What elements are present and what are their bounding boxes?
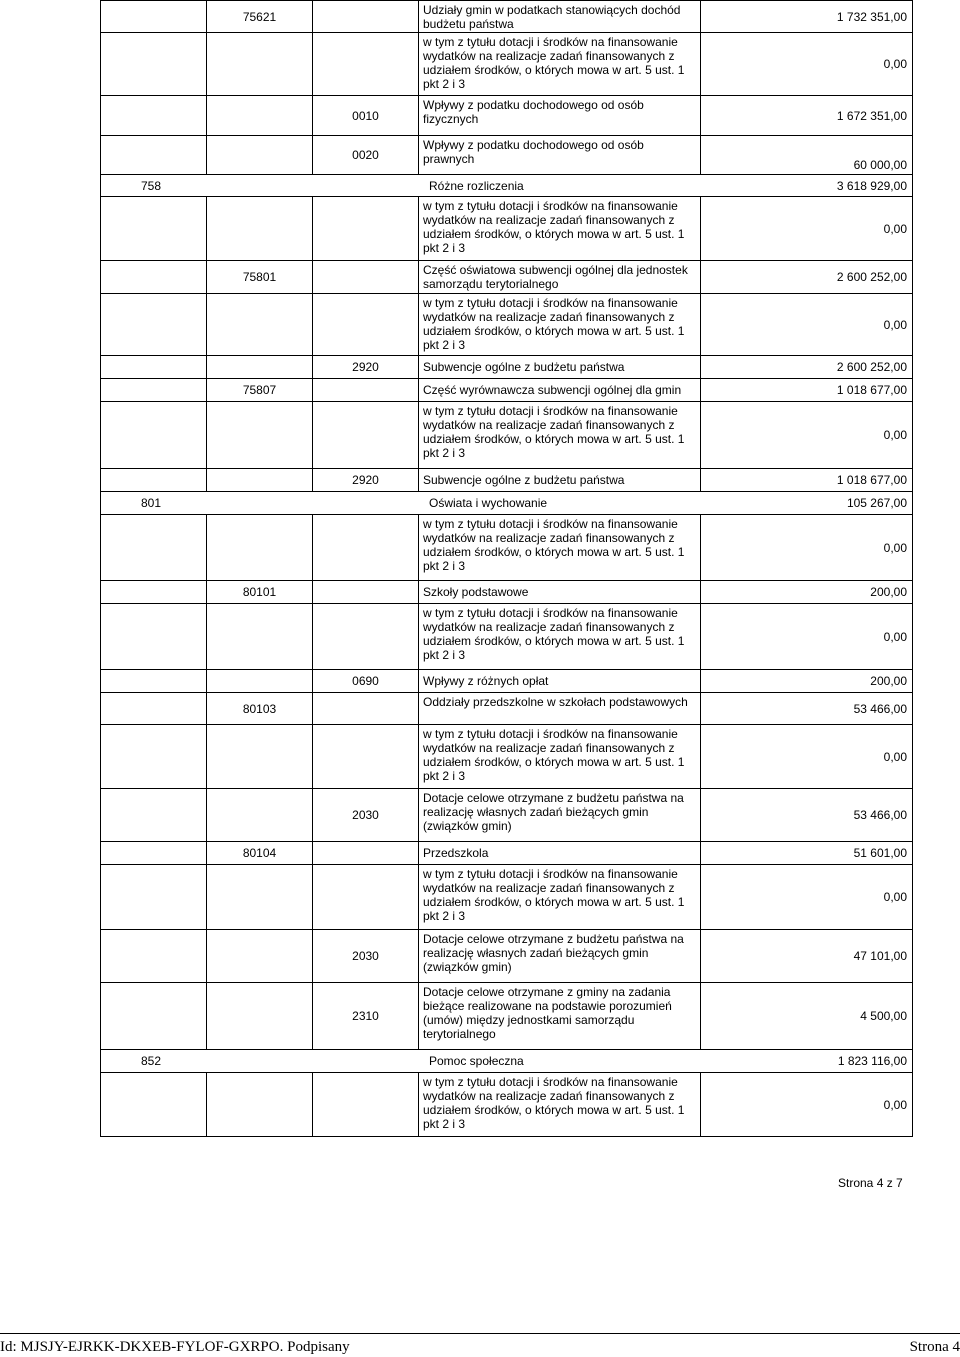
table-row [101, 693, 913, 725]
paragraf-cell: 2030 [313, 789, 419, 841]
name-cell: w tym z tytułu dotacji i środków na finansowanie wydatków na realizacje zadań finansowanych z udziałem środków, o których mowa w art. 5 ust. 1 pkt 2 i 3 [419, 725, 701, 788]
paragraf-cell [313, 865, 419, 929]
amount-cell: 51 601,00 [701, 842, 913, 864]
amount-cell: 0,00 [701, 1073, 913, 1136]
name-cell: w tym z tytułu dotacji i środków na finansowanie wydatków na realizacje zadań finansowanych z udziałem środków, o których mowa w art. 5 ust. 1 pkt 2 i 3 [419, 33, 701, 95]
table-row [101, 670, 913, 693]
name-cell: w tym z tytułu dotacji i środków na finansowanie wydatków na realizacje zadań finansowanych z udziałem środków, o których mowa w art. 5 ust. 1 pkt 2 i 3 [419, 865, 701, 929]
paragraf-cell [313, 402, 419, 468]
paragraf-cell: 0020 [313, 136, 419, 174]
paragraf-cell [313, 379, 419, 401]
table-row [101, 789, 913, 842]
table-row [101, 469, 913, 492]
dzial-cell [101, 469, 207, 491]
dzial-cell [101, 1, 207, 32]
name-cell: Udziały gmin w podatkach stanowiących dochód budżetu państwa [419, 1, 701, 32]
rozdzial-cell [207, 356, 313, 378]
table-row [101, 983, 913, 1050]
dzial-cell [101, 789, 207, 841]
table-row [101, 175, 913, 197]
amount-cell: 1 018 677,00 [701, 469, 913, 491]
name-cell: Szkoły podstawowe [419, 581, 701, 603]
budget-table [100, 0, 913, 1137]
amount-cell: 47 101,00 [701, 930, 913, 982]
table-row [101, 1073, 913, 1137]
dzial-cell [101, 670, 207, 692]
dzial-cell [101, 402, 207, 468]
table-row [101, 725, 913, 789]
dzial-cell [101, 930, 207, 982]
paragraf-cell: 2920 [313, 356, 419, 378]
amount-cell: 2 600 252,00 [701, 356, 913, 378]
paragraf-cell [313, 1050, 425, 1072]
rozdzial-cell [207, 492, 313, 514]
dzial-cell [101, 33, 207, 95]
table-row [101, 492, 913, 515]
dzial-cell: 801 [141, 496, 162, 510]
paragraf-cell [313, 725, 419, 788]
amount-cell: 0,00 [701, 197, 913, 260]
paragraf-cell [313, 581, 419, 603]
name-cell: Część wyrównawcza subwencji ogólnej dla gmin [419, 379, 701, 401]
rozdzial-cell [207, 983, 313, 1049]
paragraf-cell [313, 33, 419, 95]
dzial-cell [101, 725, 207, 788]
rozdzial-cell [207, 930, 313, 982]
table-row [101, 581, 913, 604]
dzial-cell [101, 96, 207, 135]
rozdzial-cell [207, 469, 313, 491]
table-row [101, 1, 913, 33]
name-cell: w tym z tytułu dotacji i środków na finansowanie wydatków na realizacje zadań finansowanych z udziałem środków, o których mowa w art. 5 ust. 1 pkt 2 i 3 [419, 402, 701, 468]
dzial-cell [101, 604, 207, 669]
paragraf-cell: 2310 [313, 983, 419, 1049]
rozdzial-cell [207, 670, 313, 692]
dzial-cell [101, 197, 207, 260]
paragraf-cell: 2920 [313, 469, 419, 491]
amount-cell: 0,00 [701, 402, 913, 468]
name-cell: w tym z tytułu dotacji i środków na finansowanie wydatków na realizacje zadań finansowanych z udziałem środków, o których mowa w art. 5 ust. 1 pkt 2 i 3 [419, 1073, 701, 1136]
amount-cell: 200,00 [701, 581, 913, 603]
amount-cell: 60 000,00 [701, 136, 913, 174]
table-row [101, 136, 913, 175]
page-number: Strona 4 z 7 [838, 1176, 903, 1190]
amount-cell: 0,00 [701, 294, 913, 355]
amount-cell: 1 823 116,00 [701, 1050, 913, 1072]
amount-cell: 0,00 [701, 33, 913, 95]
table-row [101, 842, 913, 865]
rozdzial-cell [207, 865, 313, 929]
dzial-cell [101, 136, 207, 174]
rozdzial-cell [207, 197, 313, 260]
paragraf-cell [313, 492, 425, 514]
rozdzial-cell [207, 604, 313, 669]
table-row [101, 379, 913, 402]
name-cell: Oddziały przedszkolne w szkołach podstawowych [419, 693, 701, 724]
name-cell: Subwencje ogólne z budżetu państwa [419, 469, 701, 491]
table-row [101, 515, 913, 581]
paragraf-cell [313, 604, 419, 669]
name-cell: Dotacje celowe otrzymane z gminy na zadania bieżące realizowane na podstawie porozumień (umów) między jednostkami samorządu terytorialnego [419, 983, 701, 1049]
table-row [101, 294, 913, 356]
paragraf-cell: 0010 [313, 96, 419, 135]
dzial-cell [101, 1073, 207, 1136]
dzial-cell [101, 581, 207, 603]
table-row [101, 865, 913, 930]
rozdzial-cell [207, 1050, 313, 1072]
name-cell: Dotacje celowe otrzymane z budżetu państwa na realizację własnych zadań bieżących gmin (związków gmin) [419, 789, 701, 841]
table-row [101, 96, 913, 136]
paragraf-cell [313, 294, 419, 355]
paragraf-cell [313, 1073, 419, 1136]
amount-cell: 0,00 [701, 604, 913, 669]
paragraf-cell [313, 693, 419, 724]
rozdzial-cell: 75621 [207, 1, 313, 32]
amount-cell: 53 466,00 [701, 789, 913, 841]
amount-cell: 3 618 929,00 [701, 175, 913, 196]
name-cell: Część oświatowa subwencji ogólnej dla jednostek samorządu terytorialnego [419, 261, 701, 293]
dzial-cell [101, 294, 207, 355]
name-cell: w tym z tytułu dotacji i środków na finansowanie wydatków na realizacje zadań finansowanych z udziałem środków, o których mowa w art. 5 ust. 1 pkt 2 i 3 [419, 604, 701, 669]
dzial-cell [101, 356, 207, 378]
name-cell: w tym z tytułu dotacji i środków na finansowanie wydatków na realizacje zadań finansowanych z udziałem środków, o których mowa w art. 5 ust. 1 pkt 2 i 3 [419, 294, 701, 355]
name-cell: Różne rozliczenia [429, 178, 524, 193]
paragraf-cell [313, 197, 419, 260]
name-cell: Oświata i wychowanie [429, 496, 548, 510]
table-row [101, 1050, 913, 1073]
name-cell: Pomoc społeczna [429, 1054, 524, 1068]
footer [0, 1333, 960, 1357]
amount-cell: 0,00 [701, 725, 913, 788]
amount-cell: 0,00 [701, 515, 913, 580]
dzial-cell [101, 515, 207, 580]
amount-cell: 1 018 677,00 [701, 379, 913, 401]
dzial-cell [101, 693, 207, 724]
name-cell: w tym z tytułu dotacji i środków na finansowanie wydatków na realizacje zadań finansowanych z udziałem środków, o których mowa w art. 5 ust. 1 pkt 2 i 3 [419, 515, 701, 580]
name-cell: Dotacje celowe otrzymane z budżetu państwa na realizację własnych zadań bieżących gmin (związków gmin) [419, 930, 701, 982]
amount-cell: 105 267,00 [701, 492, 913, 514]
name-cell: Wpływy z podatku dochodowego od osób prawnych [419, 136, 701, 174]
amount-cell: 1 672 351,00 [701, 96, 913, 135]
paragraf-cell [313, 1, 419, 32]
table-row [101, 402, 913, 469]
rozdzial-cell [207, 402, 313, 468]
table-row [101, 356, 913, 379]
dzial-cell [101, 842, 207, 864]
rozdzial-cell: 75801 [207, 261, 313, 293]
footer-page: Strona 4 [909, 1339, 960, 1355]
rozdzial-cell [207, 96, 313, 135]
rozdzial-cell [207, 725, 313, 788]
dzial-cell: 758 [141, 178, 162, 193]
rozdzial-cell: 80101 [207, 581, 313, 603]
name-cell: Przedszkola [419, 842, 701, 864]
rozdzial-cell [207, 515, 313, 580]
rozdzial-cell [207, 136, 313, 174]
dzial-cell: 852 [141, 1054, 162, 1068]
rozdzial-cell [207, 1073, 313, 1136]
rozdzial-cell [207, 789, 313, 841]
amount-cell: 1 732 351,00 [701, 1, 913, 32]
amount-cell: 200,00 [701, 670, 913, 692]
table-row [101, 604, 913, 670]
paragraf-cell [313, 515, 419, 580]
table-row [101, 261, 913, 294]
paragraf-cell [313, 842, 419, 864]
name-cell: Subwencje ogólne z budżetu państwa [419, 356, 701, 378]
paragraf-cell [313, 175, 425, 196]
dzial-cell [101, 261, 207, 293]
document-id: Id: MJSJY-EJRKK-DKXEB-FYLOF-GXRPO. Podpisany [0, 1339, 350, 1355]
name-cell: Wpływy z podatku dochodowego od osób fizycznych [419, 96, 701, 135]
amount-cell: 4 500,00 [701, 983, 913, 1049]
rozdzial-cell: 80103 [207, 693, 313, 724]
amount-cell: 2 600 252,00 [701, 261, 913, 293]
rozdzial-cell [207, 33, 313, 95]
name-cell: w tym z tytułu dotacji i środków na finansowanie wydatków na realizacje zadań finansowanych z udziałem środków, o których mowa w art. 5 ust. 1 pkt 2 i 3 [419, 197, 701, 260]
rozdzial-cell [207, 175, 313, 196]
dzial-cell [101, 379, 207, 401]
paragraf-cell: 0690 [313, 670, 419, 692]
paragraf-cell: 2030 [313, 930, 419, 982]
rozdzial-cell: 75807 [207, 379, 313, 401]
rozdzial-cell [207, 294, 313, 355]
table-row [101, 33, 913, 96]
amount-cell: 0,00 [701, 865, 913, 929]
rozdzial-cell: 80104 [207, 842, 313, 864]
amount-cell: 53 466,00 [701, 693, 913, 724]
table-row [101, 197, 913, 261]
paragraf-cell [313, 261, 419, 293]
dzial-cell [101, 983, 207, 1049]
table-row [101, 930, 913, 983]
dzial-cell [101, 865, 207, 929]
name-cell: Wpływy z różnych opłat [419, 670, 701, 692]
